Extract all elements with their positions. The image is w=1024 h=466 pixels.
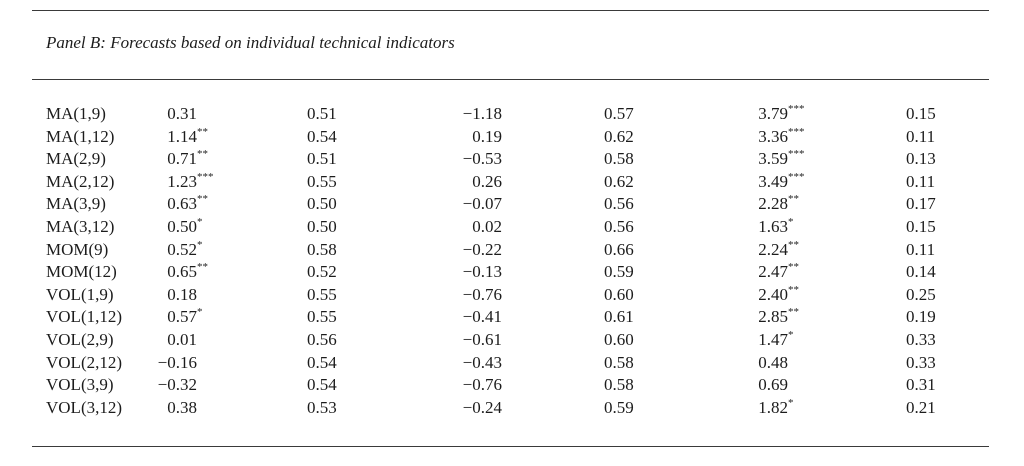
col1-cell-value: 0.71 ** [167,148,197,170]
table-row [0,397,1024,419]
col3-cell: −0.43 [462,352,502,372]
significance-stars: *** [788,125,805,138]
col3-cell: −0.53 [462,149,502,169]
row-label: MOM(9) [46,239,109,259]
col1-cell-value: 0.52 * [167,239,197,261]
col2-cell: 0.58 [307,239,337,259]
col6-cell: 0.33 [906,352,936,372]
col4-cell: 0.56 [604,194,634,214]
col2-cell: 0.52 [307,262,337,282]
col5-cell [740,148,805,170]
col2-cell: 0.54 [307,352,337,372]
row-label: VOL(1,12) [46,307,123,327]
col5-cell-value: 1.47 * [758,329,788,351]
col6-cell: 0.11 [906,171,936,191]
col2-cell: 0.55 [307,307,337,327]
col6-cell: 0.33 [906,330,936,349]
col2-cell: 0.51 [307,149,337,169]
significance-stars: * [197,216,203,228]
col2-cell: 0.50 [307,217,337,236]
table-row [0,374,1024,396]
col5-cell [740,374,788,396]
row-label: MA(3,12) [46,217,115,236]
table-row [0,306,1024,328]
col3-cell: −0.76 [462,284,502,304]
col6-cell: 0.15 [906,217,936,236]
col5-cell-value: 0.69 [758,375,788,395]
significance-stars: *** [788,170,805,183]
col3-cell: −0.61 [462,330,502,349]
col2-cell: 0.51 [307,104,337,123]
col4-cell: 0.58 [604,149,634,169]
col5-cell [740,306,799,328]
col3-cell: −0.13 [462,262,502,282]
col3-cell: −0.07 [462,194,502,214]
col1-cell-value: 0.50 * [167,216,197,238]
col1-cell-value: 1.14 ** [167,126,197,148]
table-row [0,352,1024,374]
row-label: MA(1,9) [46,104,106,123]
col5-cell-value: 1.82 * [758,397,788,419]
col1-cell-value: 0.65 ** [167,261,197,283]
significance-stars: * [788,329,794,341]
col4-cell: 0.62 [604,126,634,146]
col3-cell: −1.18 [462,104,502,123]
significance-stars: * [197,238,203,251]
table-row [0,193,1024,215]
col5-cell [740,261,799,283]
col5-cell [740,396,794,419]
row-label: VOL(2,12) [46,352,123,372]
col5-cell-value: 3.49 *** [758,171,788,193]
bottom-rule [32,446,989,447]
col3-cell: −0.24 [462,397,502,417]
col4-cell: 0.59 [604,262,634,282]
significance-stars: ** [788,261,799,274]
table-row [0,329,1024,351]
col2-cell: 0.56 [307,330,337,349]
row-label: MA(3,9) [46,194,106,214]
table-row [0,284,1024,306]
col4-cell: 0.58 [604,375,634,395]
table-row [0,239,1024,261]
col4-cell: 0.60 [604,330,634,349]
col6-cell: 0.25 [906,284,936,304]
significance-stars: ** [197,261,208,274]
col5-cell-value: 2.28 ** [758,193,788,215]
col1-cell-value: 0.63 ** [167,193,197,215]
col5-cell [740,170,805,193]
col2-cell: 0.55 [307,171,337,191]
col5-cell-value: 3.59 *** [758,148,788,170]
col5-cell [740,193,799,215]
significance-stars: ** [197,193,208,206]
col1-cell [147,329,197,351]
significance-stars: ** [197,125,208,138]
col5-cell-value: 3.79 *** [758,103,788,125]
header-rule [32,79,989,80]
col1-cell-value: 0.31 [167,104,197,123]
col1-cell-value: 0.18 [167,284,197,304]
col4-cell: 0.59 [604,397,634,417]
row-label: MOM(12) [46,262,117,282]
col1-cell-value: 0.57 * [167,306,197,328]
col6-cell: 0.21 [906,397,936,417]
col5-cell [740,216,794,238]
col1-cell-value: −0.32 [157,375,197,395]
table-row [0,103,1024,125]
col5-cell-value: 1.63 * [758,216,788,238]
significance-stars: *** [197,170,214,183]
panel-title: Panel B: Forecasts based on individual technical indicators [46,33,455,52]
table-row [0,126,1024,148]
significance-stars: * [788,396,794,409]
col1-cell [147,284,197,306]
col5-cell [740,238,799,261]
col1-cell [147,306,203,328]
col4-cell: 0.62 [604,171,634,191]
col4-cell: 0.56 [604,217,634,236]
col1-cell [147,216,203,238]
significance-stars: ** [788,306,799,319]
col6-cell: 0.14 [906,262,936,282]
row-label: VOL(3,12) [46,397,123,417]
table-row [0,216,1024,238]
col5-cell-value: 2.85 ** [758,306,788,328]
col2-cell: 0.50 [307,194,337,214]
col5-cell [740,329,794,351]
col3-cell: 0.19 [472,126,502,146]
col1-cell-value: 1.23 *** [167,171,197,193]
col2-cell: 0.55 [307,284,337,304]
col1-cell [147,193,208,215]
table-row [0,171,1024,193]
col6-cell: 0.11 [906,239,936,259]
row-label: VOL(1,9) [46,284,114,304]
row-label: VOL(3,9) [46,375,114,395]
col2-cell: 0.53 [307,397,337,417]
col5-cell-value: 2.24 ** [758,239,788,261]
col1-cell-value: 0.01 [167,330,197,349]
col1-cell [147,103,197,125]
col4-cell: 0.57 [604,104,634,123]
significance-stars: * [197,306,203,319]
significance-stars: ** [788,283,799,296]
table-row [0,148,1024,170]
col5-cell-value: 2.40 ** [758,284,788,306]
col4-cell: 0.60 [604,284,634,304]
row-label: MA(2,12) [46,171,115,191]
significance-stars: ** [788,193,799,206]
col3-cell: 0.26 [472,171,502,191]
col6-cell: 0.15 [906,104,936,123]
col5-cell-value: 3.36 *** [758,126,788,148]
col1-cell [147,125,208,148]
col1-cell [147,238,203,261]
col5-cell-value: 0.48 [758,352,788,372]
col1-cell-value: 0.38 [167,397,197,417]
col3-cell: −0.76 [462,375,502,395]
col2-cell: 0.54 [307,126,337,146]
row-label: VOL(2,9) [46,330,114,349]
col1-cell [147,374,197,396]
col2-cell: 0.54 [307,375,337,395]
col1-cell [147,261,208,283]
col3-cell: −0.41 [462,307,502,327]
col6-cell: 0.11 [906,126,936,146]
col1-cell [147,397,197,419]
significance-stars: *** [788,148,805,161]
col1-cell-value: −0.16 [157,352,197,372]
col6-cell: 0.31 [906,375,936,395]
col6-cell: 0.17 [906,194,936,214]
col6-cell: 0.13 [906,149,936,169]
col1-cell [147,352,197,374]
col5-cell-value: 2.47 ** [758,261,788,283]
significance-stars: * [788,216,794,228]
col1-cell [147,148,208,170]
col4-cell: 0.58 [604,352,634,372]
col3-cell: −0.22 [462,239,502,259]
significance-stars: ** [788,238,799,251]
table-row [0,261,1024,283]
col4-cell: 0.66 [604,239,634,259]
row-label: MA(1,12) [46,126,115,146]
col6-cell: 0.19 [906,307,936,327]
top-rule [32,10,989,11]
significance-stars: *** [788,103,805,115]
col5-cell [740,283,799,306]
col3-cell: 0.02 [472,217,502,236]
col5-cell [740,352,788,374]
col5-cell [740,125,805,148]
significance-stars: ** [197,148,208,161]
col4-cell: 0.61 [604,307,634,327]
row-label: MA(2,9) [46,149,106,169]
col5-cell [740,103,805,125]
col1-cell [147,170,214,193]
